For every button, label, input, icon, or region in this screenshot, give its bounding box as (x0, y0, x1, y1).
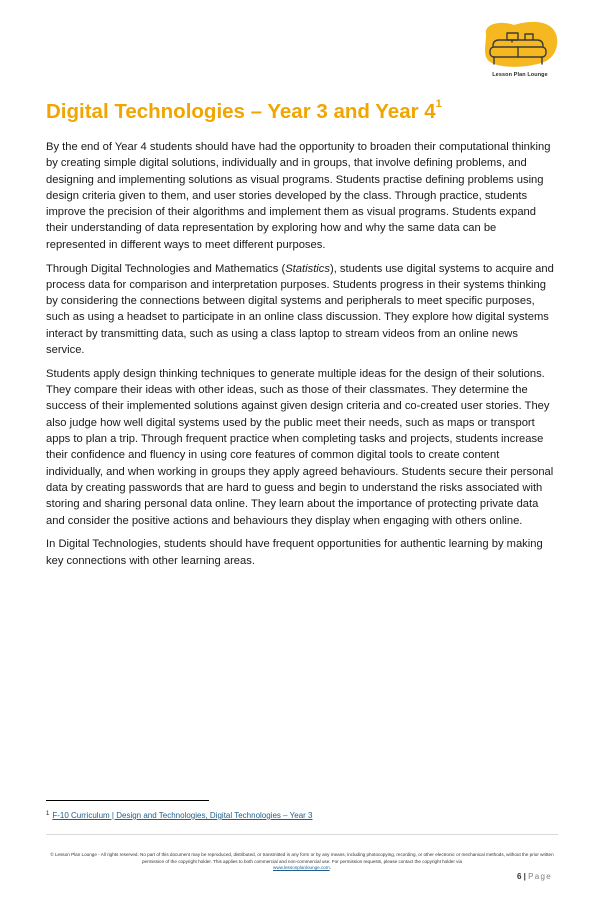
footnote-divider (46, 800, 209, 801)
footnote-ref: 1 (435, 98, 442, 110)
page-number-value: 6 (516, 872, 522, 881)
page-title-text: Digital Technologies – Year 3 and Year 4 (46, 100, 436, 123)
paragraph-2-rest: systems to acquire and process data for comparison and interpretation purposes. Students progress in their systems thinking by considering the connections between digital systems and peripherals to meet specific purposes, such as using a headset to participate in an online class discussion. They explore how digital systems interact by transmitting data, such as using a class laptop to stream videos from an online news service. (46, 262, 554, 357)
paragraph-4: In Digital Technologies, students should have frequent opportunities for authentic learning by making key connections with other learning areas. (46, 538, 543, 567)
footnote-link[interactable]: F-10 Curriculum | Design and Technologies, Digital Technologies – Year 3 (52, 811, 313, 820)
logo-text: Lesson Plan Lounge (492, 72, 548, 78)
website-suffix: . (329, 865, 331, 871)
page-label: Page (528, 872, 552, 881)
paragraph-2 (46, 261, 558, 359)
paragraph-2-mid: ), students use digital (329, 262, 436, 275)
page-title (46, 100, 442, 124)
lesson-plan-lounge-logo (480, 20, 560, 80)
page-separator: | (523, 872, 526, 881)
paragraph-3: Students apply design thinking techniques to generate multiple ideas for the design of their solutions. They compare their ideas with other ideas, such as those of their classmates. They determine the success of their implemented solutions against given design criteria and co-created user stories. They also judge how well digital systems used by the public meet their needs, such as maps or transport apps to plan a trip. Through frequent practice when completing tasks and projects, students increase their confidence and fluency in using core features of common digital tools to create content individually, and when working in groups they apply agreed behaviours. Students secure their personal data by creating passwords that are hard to guess and begin to understand the risks associated with storing and sharing personal data online. They learn about the importance of protecting private data and consider the positive actions and behaviours they display when engaging with others online. (46, 367, 554, 527)
paragraph-2-lead: Through Digital Technologies and Mathematics ( (46, 262, 286, 275)
footnote (46, 811, 313, 820)
footnote-number: 1 (46, 811, 50, 817)
website-link[interactable]: www.lessonplanlounge.com (273, 865, 330, 871)
copyright-notice (46, 852, 558, 872)
paragraph-1: By the end of Year 4 students should have had the opportunity to broaden their computational thinking by creating simple digital solutions, individually and in groups, that involve defining problems, and designing and implementing solutions as visual programs. Students practise defining problems using design criteria given to them, and user stories developed by the class. Through practice, students improve the precision of their algorithms and implement them as visual programs. Students expand their understanding of data representation by exploring how and why the same data can be represented in different ways to meet different purposes. (46, 141, 551, 251)
paragraph-2-italic: Statistics (285, 262, 330, 275)
footer-divider (46, 834, 558, 835)
body-text (46, 139, 558, 576)
copyright-text: © Lesson Plan Lounge - All rights reserved. No part of this document may be reproduced, distributed, or transmitted in any form or by any means, including photocopying, recording, or other electronic or mechanical methods, without the prior written permission of the copyright holder. This applies to both commercial and non-commercial use. For permission requests, please contact the copyright holder via (50, 852, 554, 864)
page-number (517, 872, 552, 881)
